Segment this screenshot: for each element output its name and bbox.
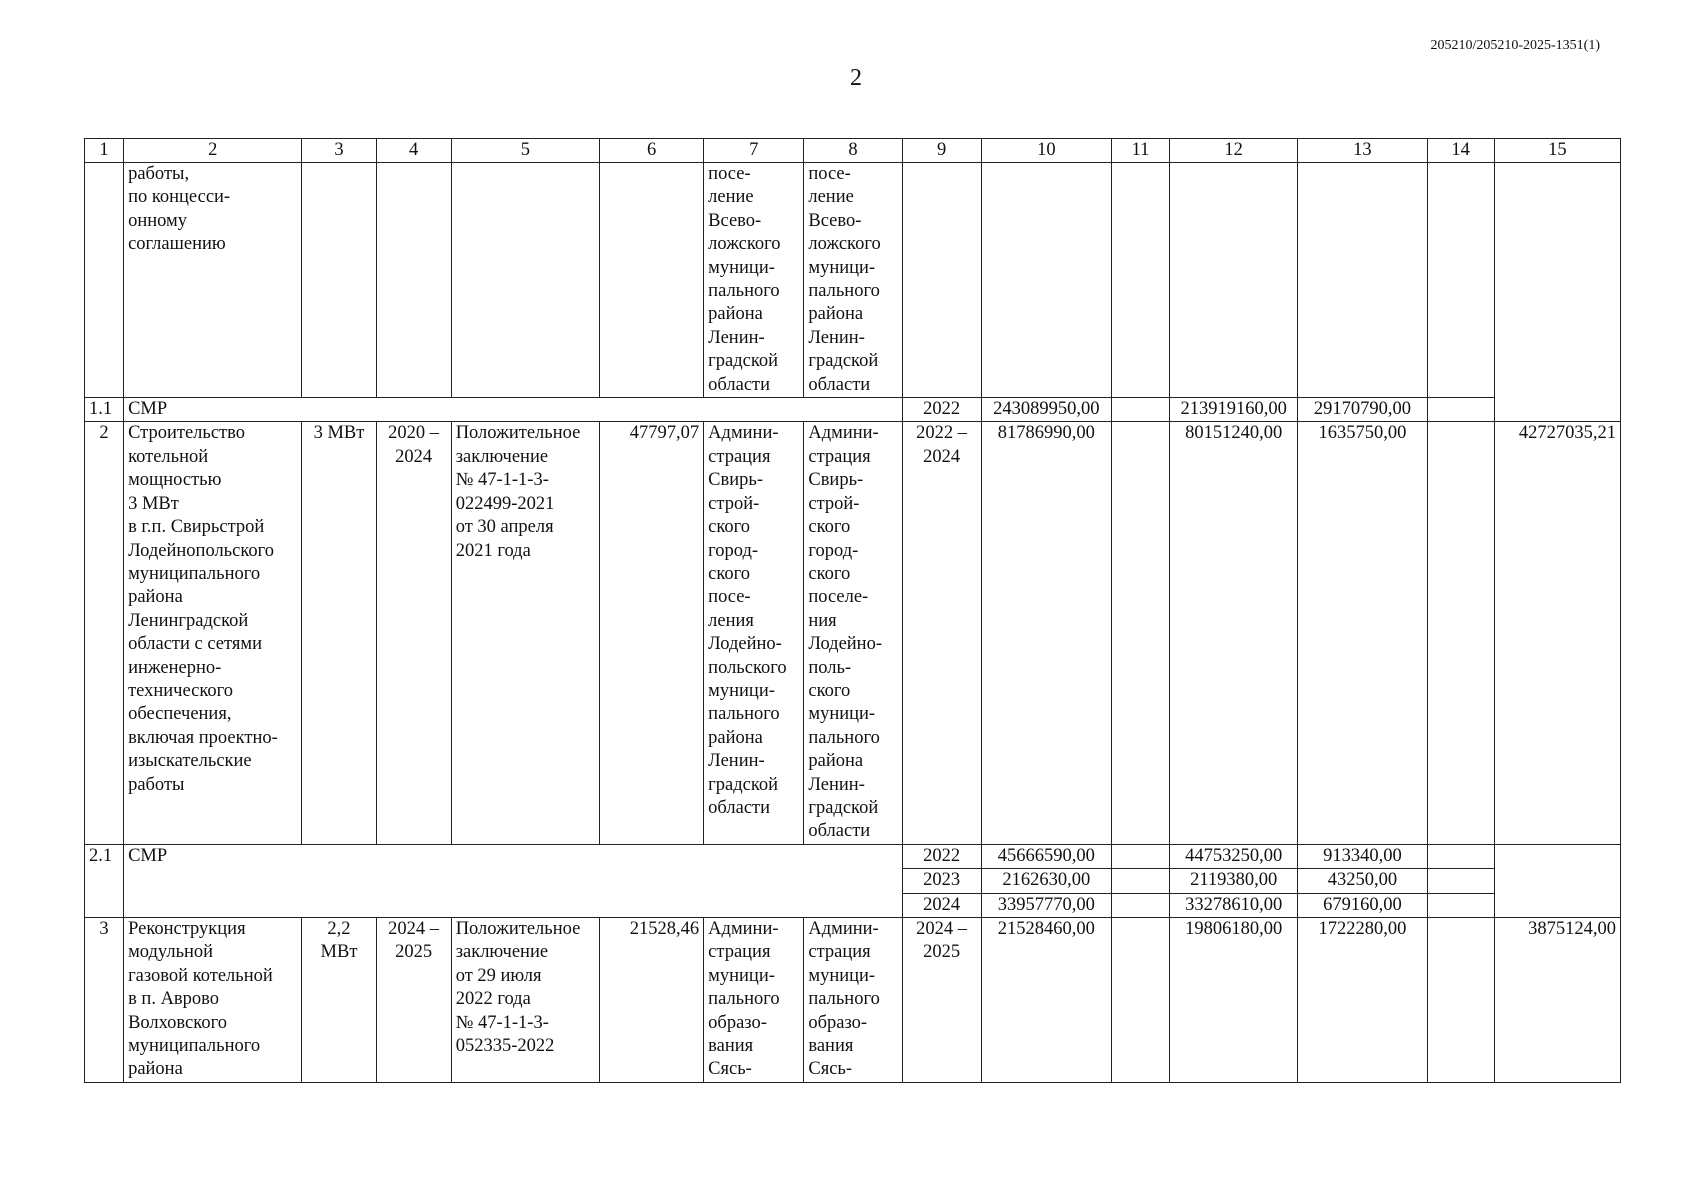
- column-header: 13: [1298, 139, 1427, 163]
- column-header: 4: [376, 139, 451, 163]
- amount-cell: 80151240,00: [1170, 422, 1298, 844]
- developer-cell: Админи- страция Свирь- строй- ского город- ского поселе- ния Лодейно- поль- ского муници- пального района Ленин- градской области: [804, 422, 902, 844]
- table-cell: [1170, 163, 1298, 398]
- amount-cell: 81786990,00: [981, 422, 1111, 844]
- table-cell: [302, 163, 376, 398]
- year-cell: 2022 – 2024: [902, 422, 981, 844]
- row-number-cell: 3: [85, 918, 124, 1083]
- column-header: 15: [1494, 139, 1620, 163]
- column-header: 5: [451, 139, 599, 163]
- table-cell: [1494, 844, 1620, 917]
- table-cell: [1111, 398, 1169, 422]
- customer-cell: Админи- страция муници- пального образо- вания Сясь-: [704, 918, 804, 1083]
- table-cell: [1427, 869, 1494, 893]
- table-cell: [902, 163, 981, 398]
- table-row: [85, 918, 1621, 1083]
- table-cell: посе- ление Всево- ложского муници- пального района Ленин- градской области: [704, 163, 804, 398]
- table-cell: [1111, 844, 1169, 868]
- row-number-cell: 2.1: [85, 844, 124, 917]
- column-header: 8: [804, 139, 902, 163]
- period-cell: 2020 – 2024: [376, 422, 451, 844]
- object-name-cell: СМР: [124, 398, 902, 422]
- amount-cell: 679160,00: [1298, 893, 1427, 917]
- table-cell: [1427, 844, 1494, 868]
- amount-cell: 3875124,00: [1494, 918, 1620, 1083]
- amount-cell: 2162630,00: [981, 869, 1111, 893]
- document-id: 205210/205210-2025-1351(1): [1430, 38, 1600, 53]
- amount-cell: 243089950,00: [981, 398, 1111, 422]
- column-header: 11: [1111, 139, 1169, 163]
- year-cell: 2024 – 2025: [902, 918, 981, 1083]
- table-cell: [1427, 163, 1494, 398]
- column-number-row: [85, 139, 1621, 163]
- table-cell: [376, 163, 451, 398]
- table-row: [85, 163, 1621, 398]
- table-row: [85, 422, 1621, 844]
- expert-conclusion-cell: Положительное заключение от 29 июля 2022 года № 47-1-1-3- 052335-2022: [451, 918, 599, 1083]
- table-cell: [1427, 422, 1494, 844]
- object-name-cell: СМР: [124, 844, 902, 917]
- object-name-cell: работы, по концесси- онному соглашению: [124, 163, 302, 398]
- column-header: 6: [599, 139, 703, 163]
- table-cell: [599, 163, 703, 398]
- capacity-cell: 2,2 МВт: [302, 918, 376, 1083]
- amount-cell: 29170790,00: [1298, 398, 1427, 422]
- year-cell: 2023: [902, 869, 981, 893]
- table-cell: [1111, 893, 1169, 917]
- amount-cell: 2119380,00: [1170, 869, 1298, 893]
- column-header: 14: [1427, 139, 1494, 163]
- year-cell: 2022: [902, 398, 981, 422]
- row-number-cell: 1.1: [85, 398, 124, 422]
- object-name-cell: Реконструкция модульной газовой котельной в п. Аврово Волховского муниципального района: [124, 918, 302, 1083]
- cost-cell: 47797,07: [599, 422, 703, 844]
- column-header: 1: [85, 139, 124, 163]
- amount-cell: 19806180,00: [1170, 918, 1298, 1083]
- table-cell: [1111, 918, 1169, 1083]
- table-cell: посе- ление Всево- ложского муници- пального района Ленин- градской области: [804, 163, 902, 398]
- table-cell: [451, 163, 599, 398]
- page-number: 2: [850, 65, 862, 91]
- data-table: [84, 138, 1621, 1083]
- year-cell: 2022: [902, 844, 981, 868]
- column-header: 2: [124, 139, 302, 163]
- amount-cell: 45666590,00: [981, 844, 1111, 868]
- year-cell: 2024: [902, 893, 981, 917]
- table-cell: [1494, 163, 1620, 422]
- table-cell: [1427, 398, 1494, 422]
- row-number-cell: 2: [85, 422, 124, 844]
- amount-cell: 1635750,00: [1298, 422, 1427, 844]
- amount-cell: 43250,00: [1298, 869, 1427, 893]
- capacity-cell: 3 МВт: [302, 422, 376, 844]
- column-header: 12: [1170, 139, 1298, 163]
- table-cell: [981, 163, 1111, 398]
- table-row: [85, 398, 1621, 422]
- table-cell: [1427, 918, 1494, 1083]
- amount-cell: 1722280,00: [1298, 918, 1427, 1083]
- developer-cell: Админи- страция муници- пального образо- вания Сясь-: [804, 918, 902, 1083]
- amount-cell: 42727035,21: [1494, 422, 1620, 844]
- table-cell: [1298, 163, 1427, 398]
- table-cell: [1111, 422, 1169, 844]
- cost-cell: 21528,46: [599, 918, 703, 1083]
- amount-cell: 33278610,00: [1170, 893, 1298, 917]
- amount-cell: 213919160,00: [1170, 398, 1298, 422]
- period-cell: 2024 – 2025: [376, 918, 451, 1083]
- column-header: 10: [981, 139, 1111, 163]
- column-header: 7: [704, 139, 804, 163]
- table-row: [85, 844, 1621, 868]
- amount-cell: 44753250,00: [1170, 844, 1298, 868]
- column-header: 9: [902, 139, 981, 163]
- expert-conclusion-cell: Положительное заключение № 47-1-1-3- 022499-2021 от 30 апреля 2021 года: [451, 422, 599, 844]
- table-cell: [1111, 163, 1169, 398]
- column-header: 3: [302, 139, 376, 163]
- table-cell: [1111, 869, 1169, 893]
- amount-cell: 33957770,00: [981, 893, 1111, 917]
- object-name-cell: Строительство котельной мощностью 3 МВт в г.п. Свирьстрой Лодейнопольского муниципального района Ленинградской области с сетями инженерно- технического обеспечения, включая проектно- изыскательские работы: [124, 422, 302, 844]
- amount-cell: 21528460,00: [981, 918, 1111, 1083]
- row-number-cell: [85, 163, 124, 398]
- table-cell: [1427, 893, 1494, 917]
- customer-cell: Админи- страция Свирь- строй- ского город- ского посе- ления Лодейно- польского муници- пального района Ленин- градской области: [704, 422, 804, 844]
- amount-cell: 913340,00: [1298, 844, 1427, 868]
